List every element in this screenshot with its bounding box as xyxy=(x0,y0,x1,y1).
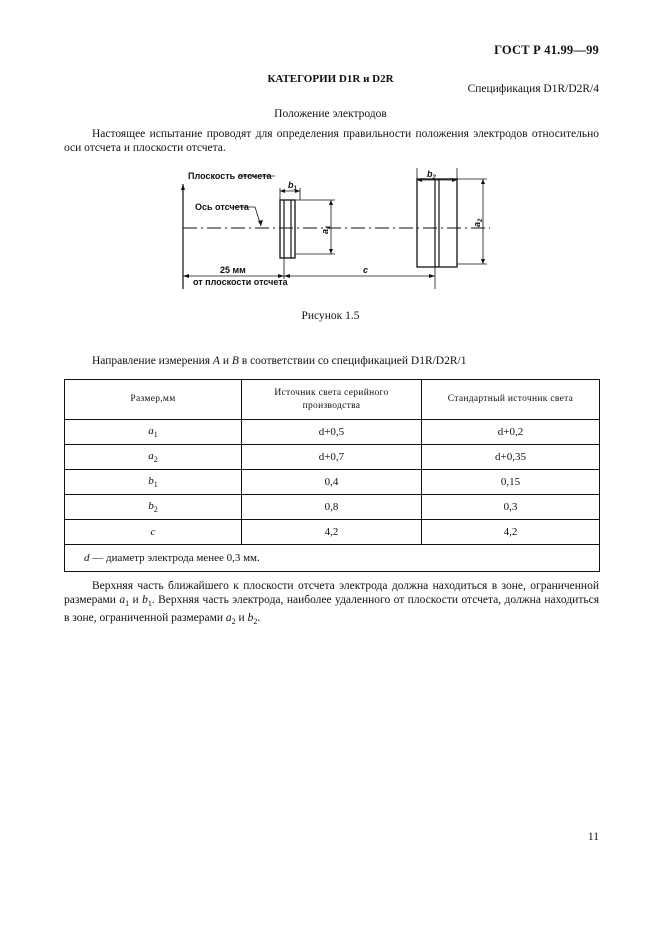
specification-label: Спецификация D1R/D2R/4 xyxy=(467,83,599,95)
category-heading-text: КАТЕГОРИИ D1R и D2R xyxy=(267,73,394,85)
section-title: Положение электродов xyxy=(274,108,387,120)
closing-paragraph: Верхняя часть ближайшего к плоскости отсчета электрода должна находиться в зоне, ограниченной размерами $a_1$ и $b_1$. Верхняя часть электрода, наиболее удаленного от плоскости отсчета, должна находиться в зоне, ограниченной размерами $a_2$ и $b_2$. xyxy=(64,580,600,626)
b2-label: $b_2$ xyxy=(427,169,436,181)
table-note: d — диаметр электрода менее 0,3 мм. xyxy=(65,545,600,572)
from-plane-label: от плоскости отсчета xyxy=(193,277,288,287)
table-cell-serial: d+0,5 xyxy=(241,420,421,445)
electrode-position-figure xyxy=(175,164,495,299)
table-cell-size: $b_2$ xyxy=(65,495,242,520)
table-title: Направление измерения A и B в соответствии со спецификацией D1R/D2R/1 xyxy=(92,355,467,367)
table-cell-standard: d+0,35 xyxy=(421,445,599,470)
table-row xyxy=(65,495,600,520)
table-cell-serial: 4,2 xyxy=(241,520,421,545)
header-standard-source: Стандартный источник света xyxy=(421,380,599,420)
table-row xyxy=(65,445,600,470)
table-cell-standard: 0,3 xyxy=(421,495,599,520)
c-label: c xyxy=(363,265,369,275)
dim-25-label: 25 мм xyxy=(220,265,246,275)
electrode-2-rect xyxy=(417,179,457,267)
page-number: 11 xyxy=(587,831,599,843)
table-cell-size: $a_2$ xyxy=(65,445,242,470)
table-cell-standard: 0,15 xyxy=(421,470,599,495)
table-cell-size: c xyxy=(65,520,242,545)
electrode-1-rect xyxy=(280,200,295,258)
header-serial-source: Источник света серийного производства xyxy=(241,380,421,420)
table-cell-size: $a_1$ xyxy=(65,420,242,445)
table-row xyxy=(65,470,600,495)
table-cell-size: $b_1$ xyxy=(65,470,242,495)
table-row xyxy=(65,520,600,545)
table-cell-serial: 0,4 xyxy=(241,470,421,495)
table-cell-serial: d+0,7 xyxy=(241,445,421,470)
b1-label: $b_1$ xyxy=(288,180,297,192)
table-cell-standard: d+0,2 xyxy=(421,420,599,445)
a1-label: $a_1$ xyxy=(320,225,332,234)
dimensions-table xyxy=(64,379,600,572)
document-number: ГОСТ Р 41.99—99 xyxy=(494,43,599,57)
a2-label: $a_2$ xyxy=(472,218,484,227)
table-note-row xyxy=(65,545,600,572)
table-header-row xyxy=(65,380,600,420)
table-cell-serial: 0,8 xyxy=(241,495,421,520)
header-size: Размер,мм xyxy=(65,380,242,420)
plane-label: Плоскость отсчета xyxy=(188,171,272,181)
electrode-diagram xyxy=(175,164,495,294)
axis-label: Ось отсчета xyxy=(195,202,249,212)
figure-caption: Рисунок 1.5 xyxy=(301,310,360,322)
intro-paragraph: Настоящее испытание проводят для определения правильности положения электродов относительно оси отсчета и плоскости отсчета. xyxy=(64,128,599,154)
table-row xyxy=(65,420,600,445)
table-cell-standard: 4,2 xyxy=(421,520,599,545)
